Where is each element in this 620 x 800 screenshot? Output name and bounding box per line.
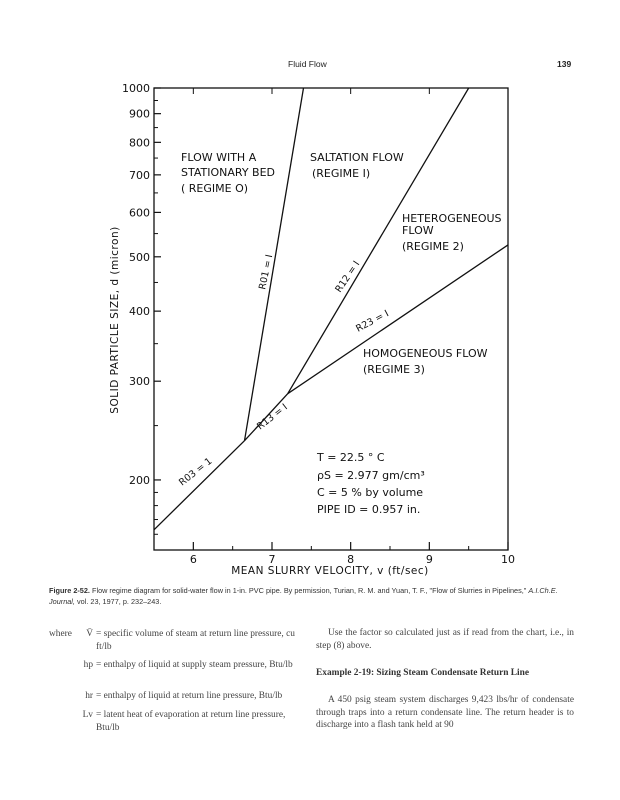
region-regime-1 bbox=[310, 151, 404, 180]
svg-text:FLOW WITH A: FLOW WITH A bbox=[181, 151, 257, 164]
svg-text:PIPE ID = 0.957 in.: PIPE ID = 0.957 in. bbox=[317, 503, 421, 516]
label-r03: R03 = 1 bbox=[177, 455, 215, 489]
region-regime-0 bbox=[181, 151, 275, 195]
page-number: 139 bbox=[557, 59, 572, 69]
x-axis-label: MEAN SLURRY VELOCITY, v (ft/sec) bbox=[231, 565, 429, 577]
svg-text:HETEROGENEOUS: HETEROGENEOUS bbox=[402, 212, 502, 225]
svg-text:( REGIME O): ( REGIME O) bbox=[181, 182, 249, 195]
hp-symbol: hp bbox=[83, 660, 93, 670]
y-tick-label: 700 bbox=[129, 168, 150, 182]
svg-text:T = 22.5 ° C: T = 22.5 ° C bbox=[317, 451, 385, 464]
label-r12: R12 = I bbox=[333, 259, 363, 295]
hr-definition: = enthalpy of liquid at return line pressure, Btu/lb bbox=[96, 691, 283, 701]
caption-label: Figure 2-52. bbox=[49, 586, 90, 595]
lv-definition: = latent heat of evaporation at return line pressure, Btu/lb bbox=[96, 710, 286, 733]
label-r23: R23 = I bbox=[354, 308, 391, 335]
conditions-block bbox=[316, 451, 425, 516]
x-tick-label: 9 bbox=[425, 553, 433, 566]
svg-text:HOMOGENEOUS FLOW: HOMOGENEOUS FLOW bbox=[363, 347, 488, 360]
y-tick-label: 300 bbox=[129, 375, 150, 389]
caption-citation: vol. 23, 1977, p. 232–243. bbox=[77, 597, 162, 606]
svg-text:C = 5 % by volume: C = 5 % by volume bbox=[317, 486, 424, 499]
svg-text:SALTATION FLOW: SALTATION FLOW bbox=[310, 151, 404, 164]
y-tick-label: 200 bbox=[129, 473, 150, 487]
lv-symbol: Lv bbox=[82, 710, 93, 720]
where-label: where bbox=[49, 629, 72, 639]
boundary-line-r031 bbox=[154, 441, 245, 530]
y-tick-label: 800 bbox=[129, 136, 150, 150]
y-tick-label: 600 bbox=[129, 206, 150, 220]
y-tick-label: 400 bbox=[129, 305, 150, 319]
caption-text: Flow regime diagram for solid-water flow in 1-in. PVC pipe. By permission, Turian, R. M. and Yuan, T. F., "Flow of Slurries in Pipelines," bbox=[92, 586, 527, 595]
y-axis-label: SOLID PARTICLE SIZE, d (micron) bbox=[109, 226, 121, 414]
caption-journal: A.I.Ch.E. Journal, bbox=[49, 586, 558, 606]
y-tick-label: 1000 bbox=[122, 82, 150, 95]
svg-text:ρS = 2.977 gm/cm³: ρS = 2.977 gm/cm³ bbox=[317, 469, 425, 482]
paragraph-factor: Use the factor so calculated just as if read from the chart, i.e., in step (8) above. bbox=[316, 628, 574, 651]
svg-text:(REGIME 2): (REGIME 2) bbox=[402, 240, 464, 253]
svg-text:(REGIME 3): (REGIME 3) bbox=[363, 363, 425, 376]
hr-symbol: hr bbox=[85, 691, 93, 701]
label-r13: R13 = I bbox=[255, 401, 290, 433]
x-tick-label: 7 bbox=[268, 553, 276, 566]
figure-caption bbox=[49, 585, 574, 607]
svg-text:(REGIME I): (REGIME I) bbox=[312, 167, 371, 180]
paragraph-example: A 450 psig steam system discharges 9,423 lbs/hr of condensate through traps into a return condensate line. The return header is to discharge into a flash tank held at 90 bbox=[316, 695, 574, 730]
v-definition: = specific volume of steam at return line pressure, cu ft/lb bbox=[96, 629, 295, 652]
label-r01: R01 = I bbox=[257, 253, 276, 291]
hp-definition: = enthalpy of liquid at supply steam pressure, Btu/lb bbox=[96, 660, 293, 670]
v-symbol: V̄ bbox=[86, 629, 93, 639]
svg-text:FLOW: FLOW bbox=[402, 224, 434, 237]
svg-text:STATIONARY BED: STATIONARY BED bbox=[181, 166, 276, 179]
region-regime-2 bbox=[402, 212, 502, 253]
x-tick-label: 8 bbox=[347, 553, 355, 566]
example-heading: Example 2-19: Sizing Steam Condensate Return Line bbox=[316, 668, 530, 678]
x-tick-label: 10 bbox=[501, 553, 515, 566]
running-header: Fluid Flow bbox=[288, 59, 327, 69]
y-tick-label: 900 bbox=[129, 107, 150, 121]
y-tick-label: 500 bbox=[129, 250, 150, 264]
region-regime-3 bbox=[363, 347, 488, 376]
boundary-line-r011 bbox=[245, 88, 304, 441]
x-tick-label: 6 bbox=[189, 553, 197, 566]
